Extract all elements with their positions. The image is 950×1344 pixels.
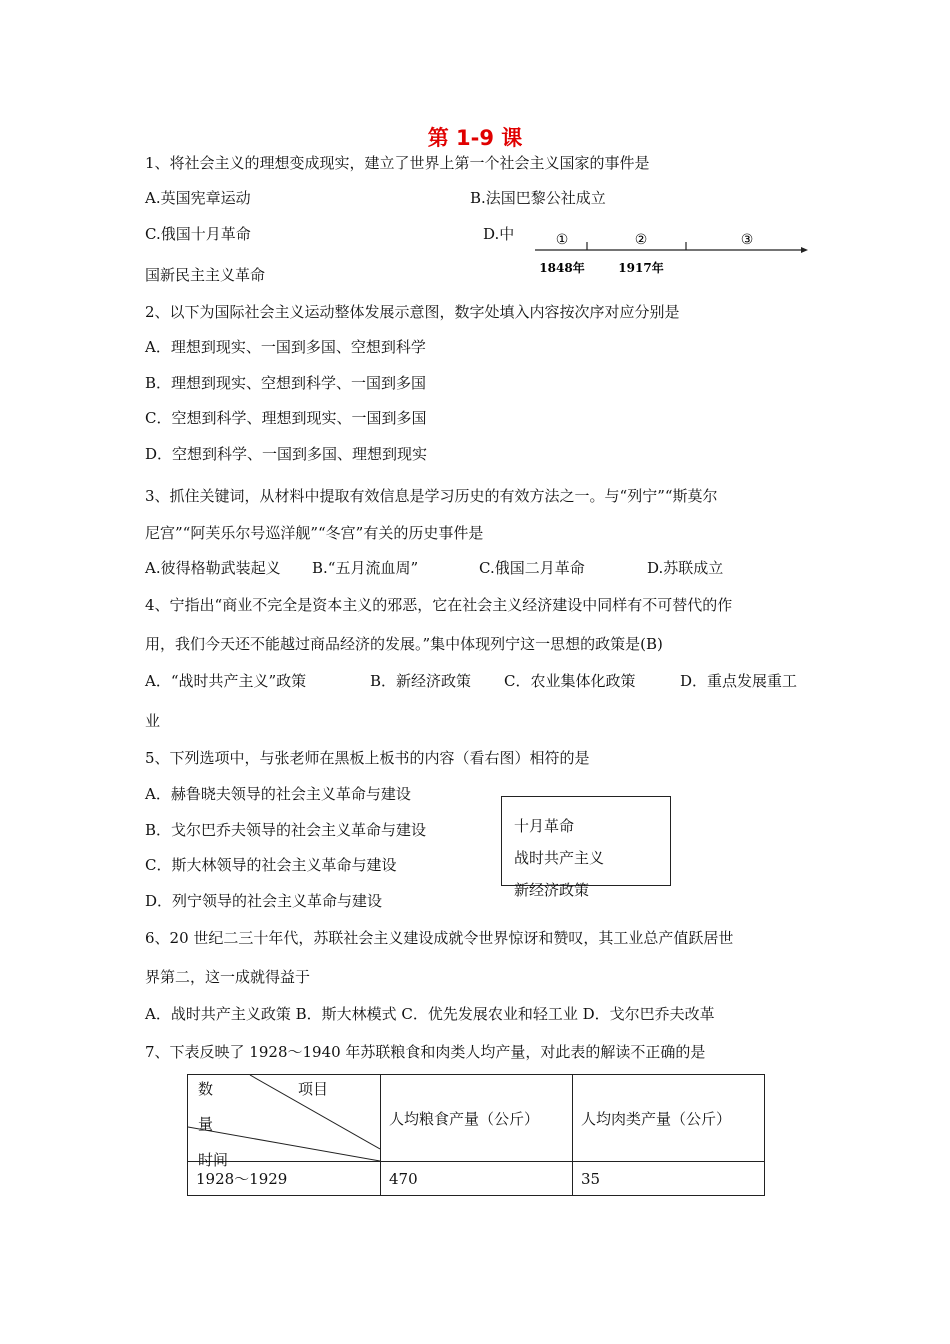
q6-stem-line2: 界第二，这一成就得益于 bbox=[145, 968, 311, 986]
diag-qty-label-2: 量 bbox=[198, 1115, 214, 1133]
q5-stem: 5、下列选项中，与张老师在黑板上板书的内容（看右图）相符的是 bbox=[145, 749, 590, 767]
column-header-meat: 人均肉类产量（公斤） bbox=[573, 1075, 765, 1162]
q1-option-c: C.俄国十月革命 bbox=[145, 225, 251, 243]
q4-option-d-continued: 业 bbox=[145, 712, 161, 730]
timeline-arrow bbox=[801, 247, 808, 253]
q6-options: A．战时共产主义政策 B．斯大林模式 C．优先发展农业和轻工业 D．戈尔巴乔夫改革 bbox=[145, 1005, 715, 1023]
q1-option-d: D.中 bbox=[483, 225, 515, 243]
q5-option-b: B．戈尔巴乔夫领导的社会主义革命与建设 bbox=[145, 821, 427, 839]
timeline-label-3: ③ bbox=[740, 232, 754, 248]
q5-option-a: A．赫鲁晓夫领导的社会主义革命与建设 bbox=[145, 785, 411, 803]
diagonal-header-cell bbox=[188, 1075, 381, 1169]
timeline-year-1848: 1848年 bbox=[539, 261, 585, 275]
q2-stem: 2、以下为国际社会主义运动整体发展示意图，数字处填入内容按次序对应分别是 bbox=[145, 303, 680, 321]
cell-meat: 35 bbox=[573, 1162, 765, 1196]
q2-option-a: A．理想到现实、一国到多国、空想到科学 bbox=[145, 338, 426, 356]
cell-period: 1928～1929 bbox=[188, 1162, 381, 1196]
q3-option-a: A.彼得格勒武装起义 bbox=[145, 559, 281, 577]
q4-stem-line1: 4、宁指出“商业不完全是资本主义的邪恶，它在社会主义经济建设中同样有不可替代的作 bbox=[145, 596, 733, 614]
q4-option-c: C．农业集体化政策 bbox=[504, 672, 636, 690]
blackboard-box bbox=[501, 796, 671, 899]
q1-option-b: B.法国巴黎公社成立 bbox=[470, 189, 606, 207]
q3-option-d: D.苏联成立 bbox=[647, 559, 724, 577]
q5-option-c: C．斯大林领导的社会主义革命与建设 bbox=[145, 856, 397, 874]
q3-stem-line1: 3、抓住关键词，从材料中提取有效信息是学习历史的有效方法之一。与“列宁”“斯莫尔 bbox=[145, 487, 718, 505]
blackboard-item: 十月革命 bbox=[514, 817, 575, 835]
diag-qty-label-1: 数 bbox=[198, 1080, 214, 1098]
q7-table bbox=[187, 1074, 765, 1196]
q4-option-d: D．重点发展重工 bbox=[680, 672, 798, 690]
q3-stem-line2: 尼宫”“阿芙乐尔号巡洋舰”“冬宫”有关的历史事件是 bbox=[145, 524, 484, 542]
page-title: 第 1-9 课 bbox=[427, 126, 523, 150]
q3-option-c: C.俄国二月革命 bbox=[479, 559, 585, 577]
column-header-grain: 人均粮食产量（公斤） bbox=[381, 1075, 573, 1162]
table-header-row bbox=[188, 1075, 765, 1162]
q4-stem-line2: 用，我们今天还不能越过商品经济的发展。”集中体现列宁这一思想的政策是(B) bbox=[145, 635, 663, 653]
q4-option-a: A．“战时共产主义”政策 bbox=[145, 672, 307, 690]
timeline-label-2: ② bbox=[634, 232, 648, 248]
timeline-diagram bbox=[535, 228, 815, 280]
timeline-year-1917: 1917年 bbox=[618, 261, 664, 275]
table-row bbox=[188, 1162, 765, 1196]
blackboard-item: 新经济政策 bbox=[514, 881, 590, 899]
q3-option-b: B.“五月流血周” bbox=[312, 559, 419, 577]
q1-option-a: A.英国宪章运动 bbox=[145, 189, 251, 207]
q2-option-d: D．空想到科学、一国到多国、理想到现实 bbox=[145, 445, 428, 463]
diag-time-label: 时间 bbox=[198, 1151, 229, 1169]
diag-item-label: 项目 bbox=[298, 1080, 329, 1098]
q1-stem: 1、将社会主义的理想变成现实，建立了世界上第一个社会主义国家的事件是 bbox=[145, 154, 650, 172]
q2-option-b: B．理想到现实、空想到科学、一国到多国 bbox=[145, 374, 427, 392]
blackboard-item: 战时共产主义 bbox=[514, 849, 605, 867]
q7-stem: 7、下表反映了 1928～1940 年苏联粮食和肉类人均产量，对此表的解读不正确的是 bbox=[145, 1043, 706, 1061]
cell-grain: 470 bbox=[381, 1162, 573, 1196]
q1-option-d-continued: 国新民主主义革命 bbox=[145, 266, 266, 284]
q6-stem-line1: 6、20 世纪二三十年代，苏联社会主义建设成就令世界惊讶和赞叹，其工业总产值跃居世 bbox=[145, 929, 734, 947]
q5-option-d: D．列宁领导的社会主义革命与建设 bbox=[145, 892, 383, 910]
q4-option-b: B．新经济政策 bbox=[370, 672, 472, 690]
q2-option-c: C．空想到科学、理想到现实、一国到多国 bbox=[145, 409, 427, 427]
timeline-label-1: ① bbox=[555, 232, 569, 248]
